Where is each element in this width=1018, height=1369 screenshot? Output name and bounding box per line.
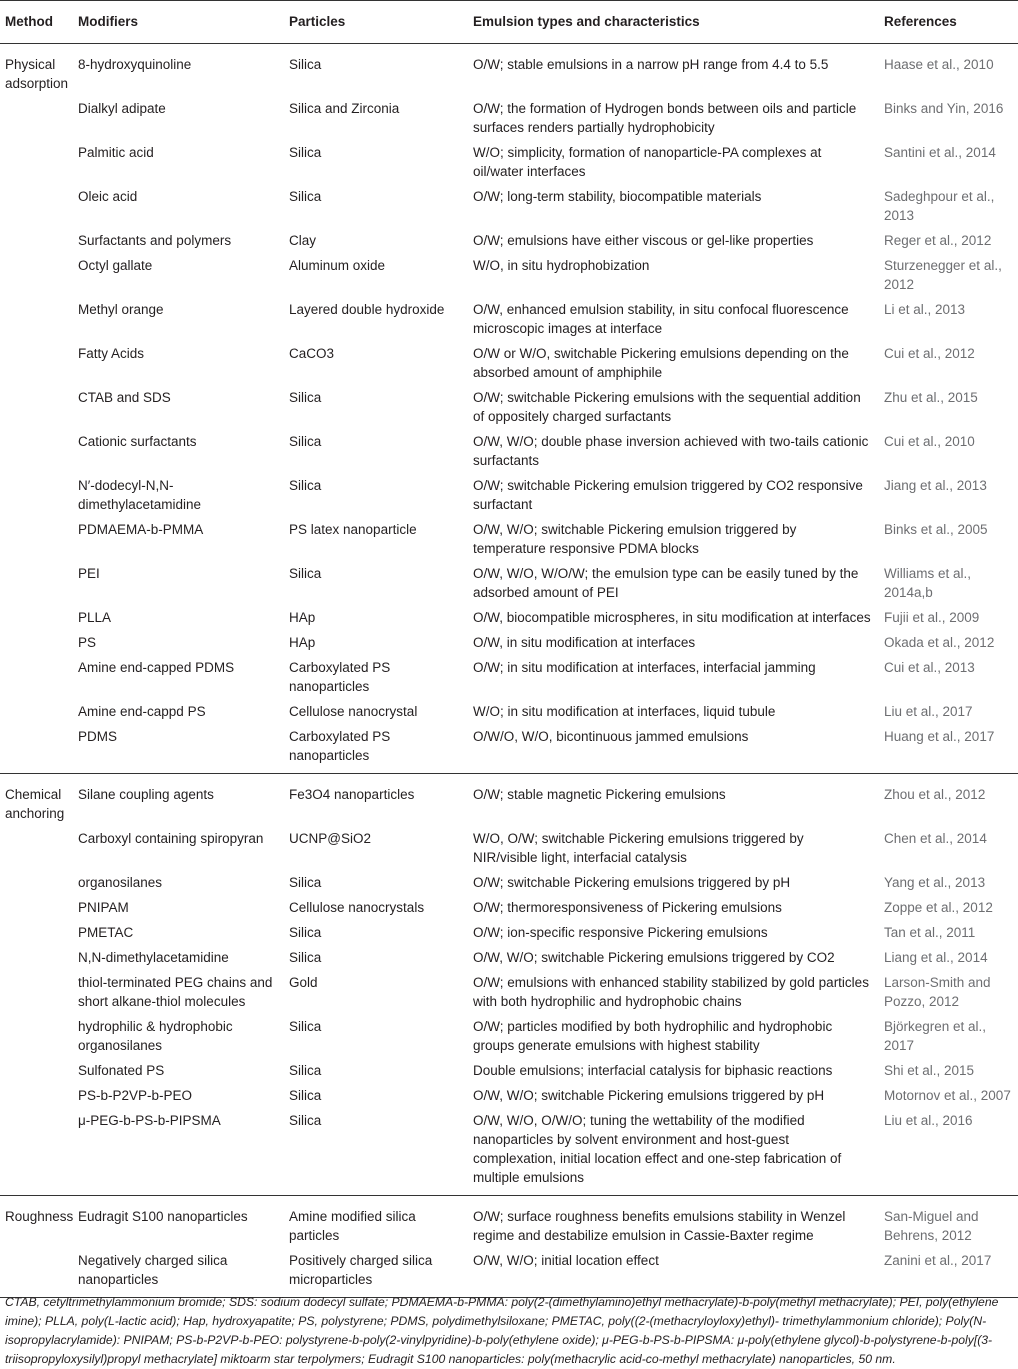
- reference-cell: Binks and Yin, 2016: [884, 101, 1004, 116]
- particle-cell: Silica: [289, 189, 322, 204]
- method-cell: [0, 1083, 73, 1108]
- modifier-cell: Silane coupling agents: [73, 774, 284, 827]
- reference-cell: Yang et al., 2013: [884, 875, 986, 890]
- method-cell: [0, 385, 73, 429]
- reference-cell: Williams et al., 2014a,b: [884, 566, 972, 600]
- reference-cell: Zhu et al., 2015: [884, 390, 978, 405]
- method-cell: [0, 228, 73, 253]
- particle-cell: Gold: [289, 975, 318, 990]
- header-method: Method: [0, 1, 73, 44]
- table-row: [0, 1083, 1018, 1108]
- reference-cell: Motornov et al., 2007: [884, 1088, 1011, 1103]
- characteristics-cell: O/W; switchable Pickering emulsion triggered by CO2 responsive surfactant: [473, 478, 863, 512]
- reference-cell: Cui et al., 2013: [884, 660, 975, 675]
- characteristics-cell: O/W; in situ modification at interfaces, interfacial jamming: [473, 660, 816, 675]
- reference-cell: Zhou et al., 2012: [879, 774, 1018, 827]
- reference-cell: Li et al., 2013: [884, 302, 966, 317]
- particle-cell: Silica: [289, 1019, 322, 1034]
- characteristics-cell: O/W, biocompatible microspheres, in situ modification at interfaces: [473, 610, 871, 625]
- characteristics-cell: O/W, W/O; initial location effect: [468, 1248, 879, 1298]
- table-row: [0, 473, 1018, 517]
- method-cell: [0, 429, 73, 473]
- reference-cell: Santini et al., 2014: [884, 145, 996, 160]
- modifier-cell: PS: [78, 635, 97, 650]
- method-cell: [0, 297, 73, 341]
- reference-cell: Fujii et al., 2009: [884, 610, 980, 625]
- reference-cell: Liu et al., 2017: [884, 704, 973, 719]
- table-row: [0, 341, 1018, 385]
- method-cell: [0, 1108, 73, 1196]
- table-row: [0, 970, 1018, 1014]
- method-cell: [0, 561, 73, 605]
- particle-cell: Silica: [289, 478, 322, 493]
- reference-cell: Björkegren et al., 2017: [884, 1019, 987, 1053]
- modifier-cell: thiol-terminated PEG chains and short alkane-thiol molecules: [78, 975, 273, 1009]
- method-cell: Chemical anchoring: [0, 774, 73, 827]
- characteristics-cell: O/W; stable emulsions in a narrow pH range from 4.4 to 5.5: [473, 57, 829, 72]
- table-row: [0, 561, 1018, 605]
- particle-cell: Silica and Zirconia: [289, 101, 400, 116]
- particle-cell: Silica: [289, 925, 322, 940]
- reference-cell: Tan et al., 2011: [884, 925, 976, 940]
- characteristics-cell: O/W, W/O; switchable Pickering emulsion triggered by temperature responsive PDMA blocks: [473, 522, 797, 556]
- modifier-cell: Surfactants and polymers: [78, 233, 232, 248]
- table-row: [0, 253, 1018, 297]
- method-cell: [0, 699, 73, 724]
- particle-cell: Silica: [289, 145, 322, 160]
- characteristics-cell: O/W, in situ modification at interfaces: [473, 635, 696, 650]
- table-row: [0, 630, 1018, 655]
- table-row: [0, 228, 1018, 253]
- table-row: [0, 184, 1018, 228]
- table-row: [0, 1196, 1018, 1249]
- characteristics-cell: O/W, enhanced emulsion stability, in situ confocal fluorescence microscopic images at interface: [473, 302, 849, 336]
- characteristics-cell: O/W; stable magnetic Pickering emulsions: [468, 774, 879, 827]
- characteristics-cell: O/W, W/O; switchable Pickering emulsions triggered by CO2: [473, 950, 835, 965]
- table-row: [0, 920, 1018, 945]
- characteristics-cell: O/W, W/O; double phase inversion achieved with two-tails cationic surfactants: [473, 434, 869, 468]
- method-cell: [0, 1058, 73, 1083]
- reference-cell: Huang et al., 2017: [884, 729, 995, 744]
- particle-cell: Carboxylated PS nanoparticles: [289, 729, 391, 763]
- modifier-cell: Eudragit S100 nanoparticles: [73, 1196, 284, 1249]
- table-row: [0, 517, 1018, 561]
- characteristics-cell: W/O, in situ hydrophobization: [473, 258, 650, 273]
- reference-cell: Zoppe et al., 2012: [884, 900, 993, 915]
- characteristics-cell: O/W; switchable Pickering emulsions with the sequential addition of oppositely charged surfactants: [473, 390, 861, 424]
- characteristics-cell: W/O; in situ modification at interfaces, liquid tubule: [473, 704, 776, 719]
- modifier-cell: Methyl orange: [78, 302, 164, 317]
- table-body: [0, 44, 1018, 1298]
- modifier-cell: Dialkyl adipate: [78, 101, 166, 116]
- modifier-cell: Carboxyl containing spiropyran: [78, 831, 264, 846]
- particle-cell: HAp: [289, 610, 316, 625]
- modifier-cell: μ-PEG-b-PS-b-PIPSMA: [78, 1113, 221, 1128]
- particle-cell: Fe3O4 nanoparticles: [284, 774, 468, 827]
- modifier-cell: Sulfonated PS: [78, 1063, 165, 1078]
- table-row: [0, 724, 1018, 774]
- particle-cell: Silica: [289, 1113, 322, 1128]
- reference-cell: Jiang et al., 2013: [884, 478, 987, 493]
- particle-cell: Cellulose nanocrystals: [289, 900, 425, 915]
- particle-cell: Silica: [289, 566, 322, 581]
- particle-cell: Silica: [289, 875, 322, 890]
- particle-cell: Silica: [289, 434, 322, 449]
- characteristics-cell: O/W; emulsions have either viscous or gel-like properties: [473, 233, 814, 248]
- particle-cell: HAp: [289, 635, 316, 650]
- characteristics-cell: O/W; switchable Pickering emulsions triggered by pH: [473, 875, 791, 890]
- method-cell: [0, 826, 73, 870]
- modifier-cell: organosilanes: [78, 875, 163, 890]
- characteristics-cell: O/W/O, W/O, bicontinuous jammed emulsions: [473, 729, 749, 744]
- table-row: [0, 945, 1018, 970]
- method-cell: [0, 1014, 73, 1058]
- characteristics-cell: O/W; thermoresponsiveness of Pickering emulsions: [473, 900, 782, 915]
- method-cell: [0, 473, 73, 517]
- modifier-cell: 8-hydroxyquinoline: [78, 57, 192, 72]
- particle-cell: Clay: [289, 233, 317, 248]
- reference-cell: Reger et al., 2012: [884, 233, 992, 248]
- particle-cell: Amine modified silica particles: [284, 1196, 468, 1249]
- modifier-cell: PS-b-P2VP-b-PEO: [78, 1088, 193, 1103]
- particle-cell: PS latex nanoparticle: [289, 522, 417, 537]
- method-cell: Physical adsorption: [5, 57, 69, 91]
- method-cell: [0, 920, 73, 945]
- header-row: [0, 1, 1018, 44]
- modifier-cell: PNIPAM: [78, 900, 129, 915]
- method-cell: [0, 1248, 73, 1298]
- table-row: [0, 1058, 1018, 1083]
- characteristics-cell: Double emulsions; interfacial catalysis for biphasic reactions: [473, 1063, 833, 1078]
- modifier-cell: Cationic surfactants: [78, 434, 197, 449]
- characteristics-cell: O/W; emulsions with enhanced stability stabilized by gold particles with both hydrophilic and hydrophobic chains: [473, 975, 869, 1009]
- particle-cell: Silica: [289, 1088, 322, 1103]
- characteristics-cell: O/W, W/O; switchable Pickering emulsions triggered by pH: [473, 1088, 825, 1103]
- modifier-cell: PEI: [78, 566, 100, 581]
- method-cell: [0, 253, 73, 297]
- modifier-cell: Negatively charged silica nanoparticles: [73, 1248, 284, 1298]
- method-cell: Roughness: [0, 1196, 73, 1249]
- modifier-cell: Fatty Acids: [78, 346, 145, 361]
- reference-cell: Sadeghpour et al., 2013: [884, 189, 995, 223]
- characteristics-cell: O/W, W/O, W/O/W; the emulsion type can be easily tuned by the adsorbed amount of PEI: [473, 566, 859, 600]
- reference-cell: Binks et al., 2005: [884, 522, 988, 537]
- table-footnote: CTAB, cetyltrimethylammonium bromide; SDS: sodium dodecyl sulfate; PDMAEMA-b-PMMA: poly(2-(dimethylamino)ethyl methacrylate)-b-poly(methyl methacrylate); PEI, poly(ethylene imine); PLLA, poly(L-lactic acid); Hap, hydroxyapatite; PS, polystyrene; PDMS, polydimethylsiloxane; PMETAC, poly((2-(methacryloyloxy)ethyl)- trimethylammonium chloride); Poly(N-isopropylacrylamide): PNIPAM; PS-b-P2VP-b-PEO: polystyrene-b-poly(2-vinylpyridine)-b-poly(ethylene oxide); μ-PEG-b-PS-b-PIPSMA: μ-poly(ethylene glycol)-b-polystyrene-b-poly[(3-triisopropyloxysilyl)propyl methacrylate] miktoarm star terpolymers; Eudragit S100 nanoparticles: poly(methacrylic acid-co-methyl methacrylate) nanoparticles, 50 nm.: [5, 1295, 999, 1366]
- reference-cell: Liang et al., 2014: [884, 950, 988, 965]
- table-row: [0, 870, 1018, 895]
- characteristics-cell: O/W or W/O, switchable Pickering emulsions depending on the absorbed amount of amphiphile: [473, 346, 849, 380]
- table-row: [0, 385, 1018, 429]
- characteristics-cell: O/W; ion-specific responsive Pickering emulsions: [473, 925, 768, 940]
- modifier-cell: PMETAC: [78, 925, 134, 940]
- reference-cell: Cui et al., 2010: [884, 434, 975, 449]
- reference-cell: San-Miguel and Behrens, 2012: [879, 1196, 1018, 1249]
- table-row: [0, 826, 1018, 870]
- reference-cell: Shi et al., 2015: [884, 1063, 975, 1078]
- method-cell: [0, 517, 73, 561]
- header-modifiers: Modifiers: [73, 1, 284, 44]
- particle-cell: Silica: [289, 390, 322, 405]
- characteristics-cell: W/O, O/W; switchable Pickering emulsions triggered by NIR/visible light, interfacial catalysis: [473, 831, 804, 865]
- reference-cell: Larson-Smith and Pozzo, 2012: [884, 975, 991, 1009]
- method-cell: [0, 870, 73, 895]
- modifier-cell: Amine end-capped PDMS: [78, 660, 235, 675]
- reference-cell: Cui et al., 2012: [884, 346, 975, 361]
- characteristics-cell: O/W; the formation of Hydrogen bonds between oils and particle surfaces renders partially hydrophobicity: [473, 101, 857, 135]
- modifier-cell: PLLA: [78, 610, 112, 625]
- table-row: [0, 1108, 1018, 1196]
- reference-cell: Liu et al., 2016: [884, 1113, 973, 1128]
- modifier-cell: Oleic acid: [78, 189, 138, 204]
- modifier-cell: hydrophilic & hydrophobic organosilanes: [78, 1019, 233, 1053]
- table-row: [0, 297, 1018, 341]
- reference-cell: Haase et al., 2010: [884, 57, 994, 72]
- characteristics-cell: W/O; simplicity, formation of nanoparticle-PA complexes at oil/water interfaces: [473, 145, 822, 179]
- method-cell: [0, 96, 73, 140]
- header-references: References: [879, 1, 1018, 44]
- particle-cell: Cellulose nanocrystal: [289, 704, 418, 719]
- particle-cell: UCNP@SiO2: [289, 831, 371, 846]
- method-cell: [0, 655, 73, 699]
- table-row: [0, 655, 1018, 699]
- method-cell: [0, 184, 73, 228]
- particle-cell: Aluminum oxide: [289, 258, 386, 273]
- table-row: [0, 1248, 1018, 1298]
- modifier-cell: N′-dodecyl-N,N-dimethylacetamidine: [78, 478, 202, 512]
- particle-cell: Silica: [289, 1063, 322, 1078]
- reference-cell: Sturzenegger et al., 2012: [884, 258, 1002, 292]
- table-row: [0, 429, 1018, 473]
- method-cell: [0, 895, 73, 920]
- modifier-cell: Amine end-cappd PS: [78, 704, 206, 719]
- header-characteristics: Emulsion types and characteristics: [468, 1, 879, 44]
- particle-cell: Positively charged silica microparticles: [284, 1248, 468, 1298]
- characteristics-cell: O/W, W/O, O/W/O; tuning the wettability of the modified nanoparticles by solvent environment and host-guest complexation, initial location effect and one-step fabrication of multiple emulsions: [473, 1113, 842, 1185]
- reference-cell: Chen et al., 2014: [884, 831, 987, 846]
- modifier-cell: Octyl gallate: [78, 258, 153, 273]
- method-cell: [0, 630, 73, 655]
- table-row: [0, 140, 1018, 184]
- table-row: [0, 44, 1018, 97]
- table-row: [0, 96, 1018, 140]
- particle-cell: Silica: [289, 57, 322, 72]
- characteristics-cell: O/W; particles modified by both hydrophilic and hydrophobic groups generate emulsions with highest stability: [473, 1019, 833, 1053]
- modifier-cell: PDMS: [78, 729, 118, 744]
- header-particles: Particles: [284, 1, 468, 44]
- reference-cell: Zanini et al., 2017: [879, 1248, 1018, 1298]
- characteristics-cell: O/W; long-term stability, biocompatible materials: [473, 189, 762, 204]
- table-row: [0, 895, 1018, 920]
- particle-cell: Carboxylated PS nanoparticles: [289, 660, 391, 694]
- reference-cell: Okada et al., 2012: [884, 635, 995, 650]
- modifier-cell: CTAB and SDS: [78, 390, 171, 405]
- method-cell: [0, 605, 73, 630]
- table-row: [0, 774, 1018, 827]
- method-cell: [0, 970, 73, 1014]
- method-cell: [0, 341, 73, 385]
- characteristics-cell: O/W; surface roughness benefits emulsions stability in Wenzel regime and destabilize emulsion in Cassie-Baxter regime: [468, 1196, 879, 1249]
- particle-cell: Silica: [289, 950, 322, 965]
- modifier-cell: PDMAEMA-b-PMMA: [78, 522, 204, 537]
- method-cell: [0, 724, 73, 774]
- method-cell: [0, 140, 73, 184]
- particle-cell: Layered double hydroxide: [289, 302, 445, 317]
- table-row: [0, 1014, 1018, 1058]
- modifier-cell: N,N-dimethylacetamidine: [78, 950, 229, 965]
- table-row: [0, 699, 1018, 724]
- particle-cell: CaCO3: [289, 346, 335, 361]
- modifier-cell: Palmitic acid: [78, 145, 154, 160]
- table-row: [0, 605, 1018, 630]
- method-cell: [0, 945, 73, 970]
